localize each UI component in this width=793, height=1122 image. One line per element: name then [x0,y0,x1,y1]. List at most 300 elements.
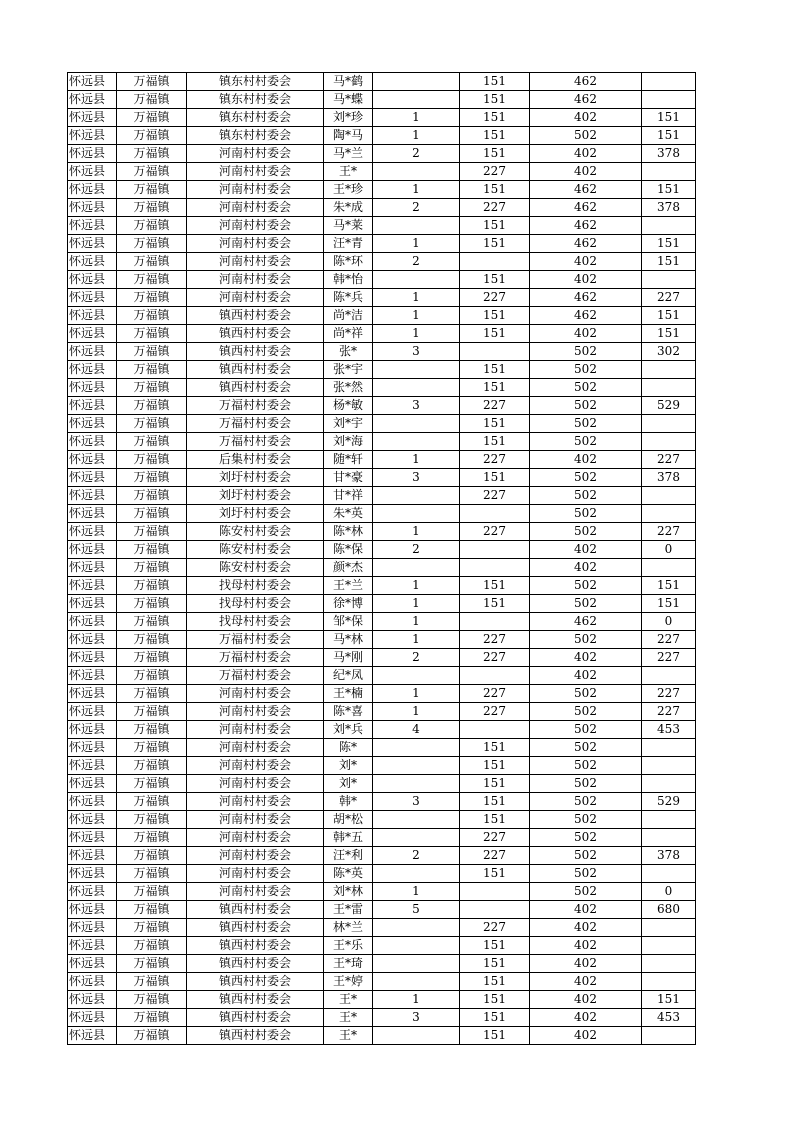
amount-b-cell: 402 [530,901,642,919]
town-cell: 万福镇 [117,415,187,433]
amount-b-cell: 402 [530,541,642,559]
table-row [68,109,696,127]
table-row [68,343,696,361]
total-cell: 227 [642,631,696,649]
amount-a-cell [460,721,530,739]
name-cell: 王*乐 [324,937,373,955]
amount-a-cell: 151 [460,955,530,973]
amount-b-cell: 462 [530,217,642,235]
table-row [68,595,696,613]
village-committee-cell: 河南村村委会 [187,163,324,181]
amount-a-cell: 227 [460,631,530,649]
village-committee-cell: 河南村村委会 [187,865,324,883]
total-cell: 0 [642,883,696,901]
village-committee-cell: 河南村村委会 [187,847,324,865]
town-cell: 万福镇 [117,361,187,379]
village-committee-cell: 河南村村委会 [187,271,324,289]
town-cell: 万福镇 [117,163,187,181]
table-row [68,217,696,235]
table-row [68,649,696,667]
amount-b-cell: 402 [530,1027,642,1045]
count-cell [373,739,460,757]
name-cell: 甘*豪 [324,469,373,487]
name-cell: 马*林 [324,631,373,649]
count-cell: 3 [373,1009,460,1027]
table-row [68,1027,696,1045]
count-cell [373,271,460,289]
table-row [68,307,696,325]
village-committee-cell: 河南村村委会 [187,181,324,199]
table-row [68,721,696,739]
county-cell: 怀远县 [68,973,117,991]
county-cell: 怀远县 [68,361,117,379]
total-cell: 151 [642,991,696,1009]
table-row [68,469,696,487]
village-committee-cell: 镇东村村委会 [187,91,324,109]
total-cell: 151 [642,109,696,127]
county-cell: 怀远县 [68,217,117,235]
town-cell: 万福镇 [117,343,187,361]
count-cell [373,559,460,577]
amount-a-cell [460,901,530,919]
amount-a-cell: 151 [460,595,530,613]
total-cell: 453 [642,1009,696,1027]
total-cell [642,865,696,883]
table-row [68,415,696,433]
name-cell: 陶*马 [324,127,373,145]
town-cell: 万福镇 [117,757,187,775]
name-cell: 刘*海 [324,433,373,451]
table-row [68,73,696,91]
name-cell: 尚*洁 [324,307,373,325]
amount-a-cell: 151 [460,91,530,109]
village-committee-cell: 陈安村村委会 [187,541,324,559]
table-row [68,541,696,559]
amount-b-cell: 402 [530,559,642,577]
total-cell [642,433,696,451]
village-committee-cell: 镇西村村委会 [187,919,324,937]
name-cell: 王*兰 [324,577,373,595]
amount-b-cell: 462 [530,199,642,217]
amount-b-cell: 402 [530,649,642,667]
name-cell: 刘*宇 [324,415,373,433]
town-cell: 万福镇 [117,901,187,919]
village-committee-cell: 河南村村委会 [187,217,324,235]
amount-b-cell: 402 [530,451,642,469]
count-cell: 1 [373,613,460,631]
amount-a-cell [460,505,530,523]
name-cell: 韩*五 [324,829,373,847]
name-cell: 随*轩 [324,451,373,469]
town-cell: 万福镇 [117,253,187,271]
county-cell: 怀远县 [68,307,117,325]
amount-a-cell: 151 [460,127,530,145]
town-cell: 万福镇 [117,181,187,199]
total-cell: 151 [642,325,696,343]
total-cell: 151 [642,235,696,253]
amount-a-cell [460,541,530,559]
amount-b-cell: 502 [530,685,642,703]
county-cell: 怀远县 [68,289,117,307]
village-committee-cell: 河南村村委会 [187,685,324,703]
total-cell: 227 [642,451,696,469]
table-row [68,919,696,937]
name-cell: 胡*松 [324,811,373,829]
table-row [68,883,696,901]
village-committee-cell: 河南村村委会 [187,775,324,793]
name-cell: 刘* [324,757,373,775]
town-cell: 万福镇 [117,1027,187,1045]
name-cell: 陈*喜 [324,703,373,721]
count-cell: 3 [373,343,460,361]
town-cell: 万福镇 [117,649,187,667]
amount-a-cell: 227 [460,919,530,937]
name-cell: 甘*祥 [324,487,373,505]
amount-a-cell [460,559,530,577]
name-cell: 刘*兵 [324,721,373,739]
amount-b-cell: 402 [530,991,642,1009]
town-cell: 万福镇 [117,91,187,109]
table-row [68,775,696,793]
village-committee-cell: 河南村村委会 [187,235,324,253]
total-cell [642,973,696,991]
count-cell [373,73,460,91]
amount-b-cell: 402 [530,253,642,271]
table-row [68,253,696,271]
name-cell: 王* [324,1009,373,1027]
town-cell: 万福镇 [117,775,187,793]
total-cell [642,505,696,523]
amount-b-cell: 502 [530,487,642,505]
amount-a-cell: 151 [460,433,530,451]
amount-b-cell: 462 [530,91,642,109]
table-row [68,397,696,415]
county-cell: 怀远县 [68,829,117,847]
table-row [68,523,696,541]
town-cell: 万福镇 [117,73,187,91]
count-cell [373,487,460,505]
count-cell [373,433,460,451]
village-committee-cell: 河南村村委会 [187,199,324,217]
town-cell: 万福镇 [117,991,187,1009]
name-cell: 马*鹤 [324,73,373,91]
count-cell: 3 [373,469,460,487]
amount-b-cell: 502 [530,379,642,397]
table-row [68,487,696,505]
town-cell: 万福镇 [117,109,187,127]
village-committee-cell: 刘圩村村委会 [187,469,324,487]
amount-a-cell [460,883,530,901]
total-cell: 227 [642,523,696,541]
amount-a-cell: 151 [460,937,530,955]
amount-a-cell: 227 [460,451,530,469]
name-cell: 陈*环 [324,253,373,271]
town-cell: 万福镇 [117,595,187,613]
village-committee-cell: 镇西村村委会 [187,955,324,973]
county-cell: 怀远县 [68,523,117,541]
name-cell: 陈*英 [324,865,373,883]
village-committee-cell: 河南村村委会 [187,811,324,829]
county-cell: 怀远县 [68,739,117,757]
county-cell: 怀远县 [68,505,117,523]
town-cell: 万福镇 [117,289,187,307]
amount-a-cell: 151 [460,415,530,433]
county-cell: 怀远县 [68,865,117,883]
name-cell: 王*雷 [324,901,373,919]
name-cell: 张*宇 [324,361,373,379]
table-row [68,559,696,577]
count-cell: 3 [373,793,460,811]
county-cell: 怀远县 [68,253,117,271]
table-row [68,577,696,595]
amount-a-cell: 151 [460,217,530,235]
county-cell: 怀远县 [68,271,117,289]
town-cell: 万福镇 [117,487,187,505]
name-cell: 王* [324,1027,373,1045]
total-cell [642,91,696,109]
count-cell [373,757,460,775]
county-cell: 怀远县 [68,793,117,811]
total-cell: 453 [642,721,696,739]
village-committee-cell: 河南村村委会 [187,793,324,811]
table-row [68,361,696,379]
county-cell: 怀远县 [68,595,117,613]
total-cell [642,739,696,757]
count-cell [373,91,460,109]
town-cell: 万福镇 [117,1009,187,1027]
county-cell: 怀远县 [68,145,117,163]
total-cell: 151 [642,181,696,199]
village-committee-cell: 镇东村村委会 [187,127,324,145]
table-row [68,271,696,289]
table-row [68,847,696,865]
town-cell: 万福镇 [117,523,187,541]
count-cell [373,667,460,685]
count-cell: 1 [373,523,460,541]
county-cell: 怀远县 [68,649,117,667]
village-committee-cell: 河南村村委会 [187,721,324,739]
town-cell: 万福镇 [117,505,187,523]
town-cell: 万福镇 [117,145,187,163]
village-committee-cell: 镇西村村委会 [187,937,324,955]
count-cell: 1 [373,307,460,325]
village-committee-cell: 河南村村委会 [187,289,324,307]
count-cell: 1 [373,127,460,145]
count-cell: 3 [373,397,460,415]
village-committee-cell: 镇东村村委会 [187,73,324,91]
total-cell [642,73,696,91]
amount-b-cell: 502 [530,595,642,613]
village-committee-cell: 刘圩村村委会 [187,505,324,523]
name-cell: 马*蝶 [324,91,373,109]
county-cell: 怀远县 [68,703,117,721]
table-row [68,973,696,991]
amount-a-cell [460,253,530,271]
village-committee-cell: 河南村村委会 [187,883,324,901]
table-row [68,829,696,847]
amount-b-cell: 502 [530,847,642,865]
county-cell: 怀远县 [68,901,117,919]
amount-a-cell: 151 [460,73,530,91]
amount-b-cell: 502 [530,127,642,145]
county-cell: 怀远县 [68,73,117,91]
amount-a-cell: 151 [460,235,530,253]
amount-b-cell: 502 [530,703,642,721]
count-cell: 1 [373,883,460,901]
count-cell [373,163,460,181]
total-cell: 151 [642,127,696,145]
total-cell: 227 [642,649,696,667]
total-cell: 0 [642,613,696,631]
amount-b-cell: 402 [530,955,642,973]
total-cell [642,667,696,685]
name-cell: 韩*怡 [324,271,373,289]
total-cell [642,811,696,829]
data-table [67,72,696,1045]
village-committee-cell: 镇西村村委会 [187,361,324,379]
total-cell [642,919,696,937]
total-cell: 151 [642,253,696,271]
village-committee-cell: 陈安村村委会 [187,559,324,577]
village-committee-cell: 镇西村村委会 [187,379,324,397]
name-cell: 王*楠 [324,685,373,703]
table-row [68,127,696,145]
amount-b-cell: 402 [530,919,642,937]
village-committee-cell: 镇西村村委会 [187,307,324,325]
total-cell [642,361,696,379]
town-cell: 万福镇 [117,217,187,235]
count-cell [373,217,460,235]
county-cell: 怀远县 [68,991,117,1009]
name-cell: 张*然 [324,379,373,397]
village-committee-cell: 万福村村委会 [187,631,324,649]
county-cell: 怀远县 [68,775,117,793]
total-cell [642,757,696,775]
table-row [68,901,696,919]
table-row [68,163,696,181]
amount-b-cell: 502 [530,811,642,829]
town-cell: 万福镇 [117,685,187,703]
amount-a-cell: 227 [460,829,530,847]
town-cell: 万福镇 [117,541,187,559]
table-row [68,703,696,721]
table-row [68,667,696,685]
amount-a-cell: 151 [460,793,530,811]
total-cell: 0 [642,541,696,559]
table-row [68,991,696,1009]
total-cell [642,415,696,433]
count-cell: 1 [373,325,460,343]
count-cell: 2 [373,541,460,559]
amount-a-cell: 151 [460,145,530,163]
town-cell: 万福镇 [117,433,187,451]
table-row [68,505,696,523]
table-row [68,181,696,199]
amount-b-cell: 462 [530,235,642,253]
town-cell: 万福镇 [117,811,187,829]
name-cell: 王*珍 [324,181,373,199]
town-cell: 万福镇 [117,793,187,811]
total-cell [642,163,696,181]
amount-a-cell: 151 [460,379,530,397]
count-cell [373,505,460,523]
amount-a-cell: 227 [460,649,530,667]
amount-a-cell: 151 [460,181,530,199]
table-row [68,451,696,469]
amount-b-cell: 462 [530,613,642,631]
town-cell: 万福镇 [117,199,187,217]
town-cell: 万福镇 [117,937,187,955]
count-cell: 2 [373,847,460,865]
table-body [68,73,696,1045]
amount-b-cell: 502 [530,577,642,595]
county-cell: 怀远县 [68,667,117,685]
count-cell: 2 [373,145,460,163]
count-cell: 1 [373,109,460,127]
table-row [68,739,696,757]
village-committee-cell: 河南村村委会 [187,757,324,775]
amount-b-cell: 462 [530,307,642,325]
county-cell: 怀远县 [68,811,117,829]
village-committee-cell: 万福村村委会 [187,667,324,685]
town-cell: 万福镇 [117,127,187,145]
name-cell: 马*莱 [324,217,373,235]
total-cell: 151 [642,307,696,325]
county-cell: 怀远县 [68,199,117,217]
total-cell: 151 [642,595,696,613]
amount-a-cell: 227 [460,487,530,505]
amount-b-cell: 502 [530,775,642,793]
total-cell [642,937,696,955]
count-cell [373,973,460,991]
total-cell [642,559,696,577]
county-cell: 怀远县 [68,127,117,145]
amount-b-cell: 502 [530,793,642,811]
town-cell: 万福镇 [117,379,187,397]
total-cell: 378 [642,847,696,865]
name-cell: 陈*林 [324,523,373,541]
amount-b-cell: 462 [530,181,642,199]
county-cell: 怀远县 [68,685,117,703]
town-cell: 万福镇 [117,631,187,649]
amount-a-cell: 227 [460,289,530,307]
village-committee-cell: 河南村村委会 [187,145,324,163]
county-cell: 怀远县 [68,451,117,469]
amount-a-cell: 151 [460,775,530,793]
amount-a-cell: 227 [460,703,530,721]
county-cell: 怀远县 [68,433,117,451]
count-cell [373,1027,460,1045]
amount-b-cell: 502 [530,523,642,541]
county-cell: 怀远县 [68,955,117,973]
table-row [68,937,696,955]
amount-b-cell: 502 [530,343,642,361]
county-cell: 怀远县 [68,487,117,505]
village-committee-cell: 河南村村委会 [187,253,324,271]
county-cell: 怀远县 [68,541,117,559]
amount-a-cell: 227 [460,685,530,703]
count-cell: 1 [373,451,460,469]
amount-b-cell: 502 [530,505,642,523]
amount-b-cell: 502 [530,397,642,415]
count-cell [373,955,460,973]
amount-b-cell: 502 [530,829,642,847]
total-cell: 227 [642,685,696,703]
table-row [68,793,696,811]
village-committee-cell: 万福村村委会 [187,433,324,451]
amount-b-cell: 502 [530,739,642,757]
village-committee-cell: 万福村村委会 [187,649,324,667]
